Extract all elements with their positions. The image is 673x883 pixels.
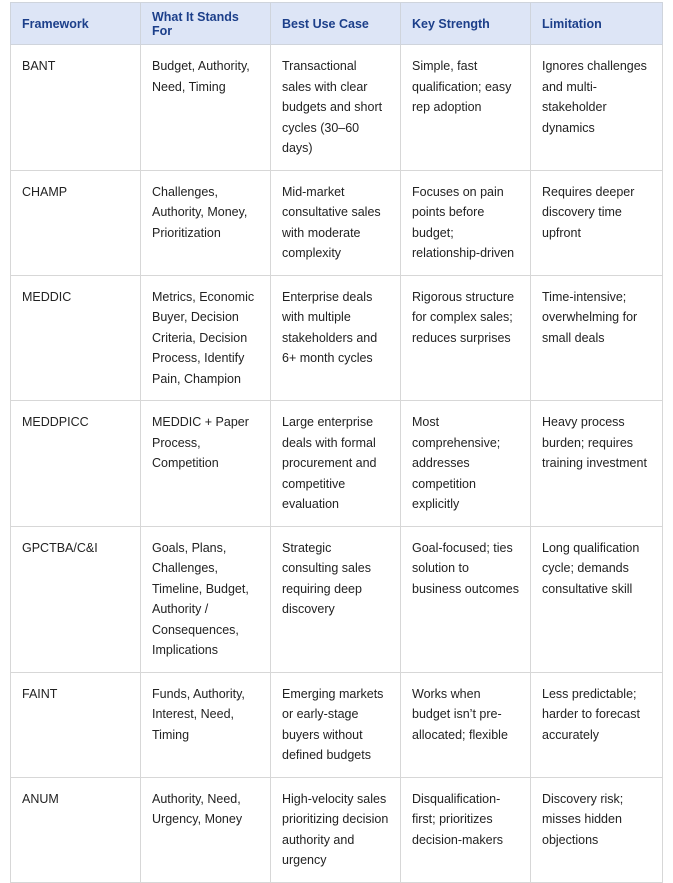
table-row bbox=[11, 672, 663, 777]
table-row bbox=[11, 45, 663, 171]
cell-framework: GPCTBA/C&I bbox=[11, 526, 141, 672]
cell-limitation: Less predictable; harder to forecast accurately bbox=[531, 672, 663, 777]
cell-key-strength: Focuses on pain points before budget; relationship-driven bbox=[401, 170, 531, 275]
cell-framework: MEDDPICC bbox=[11, 401, 141, 527]
cell-framework: BANT bbox=[11, 45, 141, 171]
cell-framework: MEDDIC bbox=[11, 275, 141, 401]
cell-best-use-case: Mid-market consultative sales with moderate complexity bbox=[271, 170, 401, 275]
framework-comparison-table bbox=[10, 2, 663, 883]
cell-limitation: Ignores challenges and multi-stakeholder dynamics bbox=[531, 45, 663, 171]
cell-stands-for: Funds, Authority, Interest, Need, Timing bbox=[141, 672, 271, 777]
cell-best-use-case: Enterprise deals with multiple stakeholders and 6+ month cycles bbox=[271, 275, 401, 401]
cell-key-strength: Works when budget isn’t pre-allocated; flexible bbox=[401, 672, 531, 777]
cell-best-use-case: Strategic consulting sales requiring deep discovery bbox=[271, 526, 401, 672]
table-header-row bbox=[11, 3, 663, 45]
table-row bbox=[11, 777, 663, 882]
cell-limitation: Requires deeper discovery time upfront bbox=[531, 170, 663, 275]
cell-best-use-case: Transactional sales with clear budgets and short cycles (30–60 days) bbox=[271, 45, 401, 171]
header-limitation: Limitation bbox=[531, 3, 663, 45]
header-framework: Framework bbox=[11, 3, 141, 45]
cell-key-strength: Goal-focused; ties solution to business outcomes bbox=[401, 526, 531, 672]
cell-key-strength: Simple, fast qualification; easy rep adoption bbox=[401, 45, 531, 171]
cell-stands-for: Authority, Need, Urgency, Money bbox=[141, 777, 271, 882]
table-row bbox=[11, 401, 663, 527]
header-key-strength: Key Strength bbox=[401, 3, 531, 45]
cell-key-strength: Most comprehensive; addresses competition explicitly bbox=[401, 401, 531, 527]
cell-limitation: Discovery risk; misses hidden objections bbox=[531, 777, 663, 882]
cell-best-use-case: Large enterprise deals with formal procurement and competitive evaluation bbox=[271, 401, 401, 527]
table-row bbox=[11, 526, 663, 672]
cell-framework: ANUM bbox=[11, 777, 141, 882]
cell-framework: FAINT bbox=[11, 672, 141, 777]
cell-stands-for: Challenges, Authority, Money, Prioritization bbox=[141, 170, 271, 275]
framework-comparison-table-container bbox=[10, 2, 662, 883]
header-best-use-case: Best Use Case bbox=[271, 3, 401, 45]
table-row bbox=[11, 170, 663, 275]
header-what-it-stands-for: What It Stands For bbox=[141, 3, 271, 45]
table-row bbox=[11, 275, 663, 401]
cell-stands-for: MEDDIC + Paper Process, Competition bbox=[141, 401, 271, 527]
cell-best-use-case: High-velocity sales prioritizing decision authority and urgency bbox=[271, 777, 401, 882]
cell-framework: CHAMP bbox=[11, 170, 141, 275]
cell-stands-for: Metrics, Economic Buyer, Decision Criteria, Decision Process, Identify Pain, Champion bbox=[141, 275, 271, 401]
cell-key-strength: Rigorous structure for complex sales; reduces surprises bbox=[401, 275, 531, 401]
cell-best-use-case: Emerging markets or early-stage buyers without defined budgets bbox=[271, 672, 401, 777]
cell-limitation: Heavy process burden; requires training investment bbox=[531, 401, 663, 527]
cell-stands-for: Budget, Authority, Need, Timing bbox=[141, 45, 271, 171]
cell-limitation: Long qualification cycle; demands consultative skill bbox=[531, 526, 663, 672]
cell-limitation: Time-intensive; overwhelming for small deals bbox=[531, 275, 663, 401]
cell-stands-for: Goals, Plans, Challenges, Timeline, Budget, Authority / Consequences, Implications bbox=[141, 526, 271, 672]
cell-key-strength: Disqualification-first; prioritizes decision-makers bbox=[401, 777, 531, 882]
